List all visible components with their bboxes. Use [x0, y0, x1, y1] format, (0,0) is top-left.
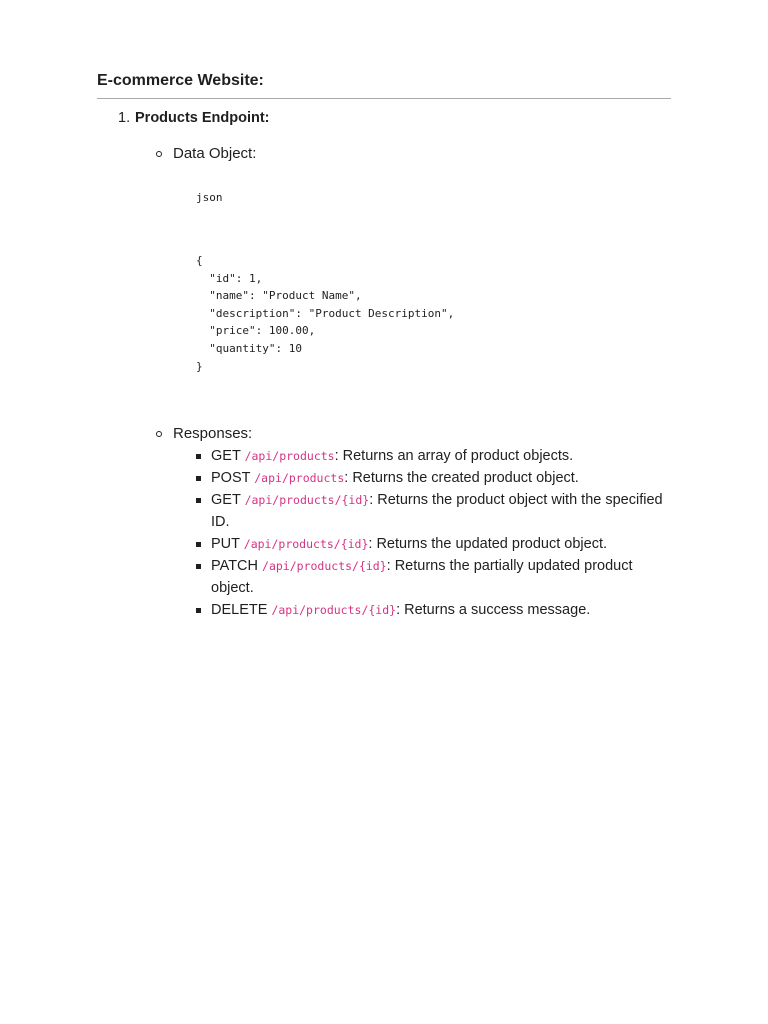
page-title: E-commerce Website: [97, 70, 671, 99]
endpoint-path: /api/products [254, 471, 345, 486]
response-item [173, 555, 671, 599]
response-description: : Returns the partially updated product object. [211, 558, 633, 597]
hollow-bullet-icon [156, 431, 162, 437]
section-label: Products Endpoint: [135, 110, 270, 126]
response-item [173, 445, 671, 467]
list-item-responses [135, 423, 671, 621]
responses-list [173, 445, 671, 621]
endpoint-path: /api/products/{id} [271, 603, 397, 618]
square-bullet-icon [196, 476, 201, 481]
http-method: GET [211, 448, 245, 465]
document [97, 70, 671, 621]
code-block: { "id": 1, "name": "Product Name", "description": "Product Description", "price": 100.00, "quantity": 10 } [196, 254, 455, 373]
square-bullet-icon [196, 608, 201, 613]
code-language-label: json [196, 191, 223, 204]
square-bullet-icon [196, 542, 201, 547]
http-method: DELETE [211, 602, 272, 619]
http-method: PUT [211, 536, 244, 553]
hollow-bullet-icon [156, 151, 162, 157]
response-description: : Returns the created product object. [344, 470, 579, 487]
http-method: POST [211, 470, 255, 487]
square-bullet-icon [196, 454, 201, 459]
http-method: GET [211, 492, 245, 509]
section-item-products-endpoint [97, 107, 671, 621]
data-object-label: Data Object: [173, 145, 257, 162]
response-description: : Returns an array of product objects. [334, 448, 574, 465]
response-item [173, 533, 671, 555]
response-item [173, 489, 671, 533]
response-item [173, 599, 671, 621]
http-method: PATCH [211, 558, 263, 575]
response-description: : Returns the updated product object. [368, 536, 608, 553]
section-number: 1. [118, 110, 131, 126]
endpoint-path: /api/products/{id} [244, 493, 370, 508]
endpoint-path: /api/products/{id} [243, 537, 369, 552]
responses-label: Responses: [173, 425, 253, 443]
endpoint-path: /api/products [244, 449, 335, 464]
response-item [173, 467, 671, 489]
response-description: : Returns a success message. [396, 602, 591, 619]
square-bullet-icon [196, 564, 201, 569]
section-list [97, 107, 671, 621]
list-item-data-object [135, 143, 671, 375]
endpoint-path: /api/products/{id} [262, 559, 387, 574]
response-description: : Returns the product object with the specified ID. [211, 492, 663, 531]
square-bullet-icon [196, 498, 201, 503]
sub-list [135, 143, 671, 621]
